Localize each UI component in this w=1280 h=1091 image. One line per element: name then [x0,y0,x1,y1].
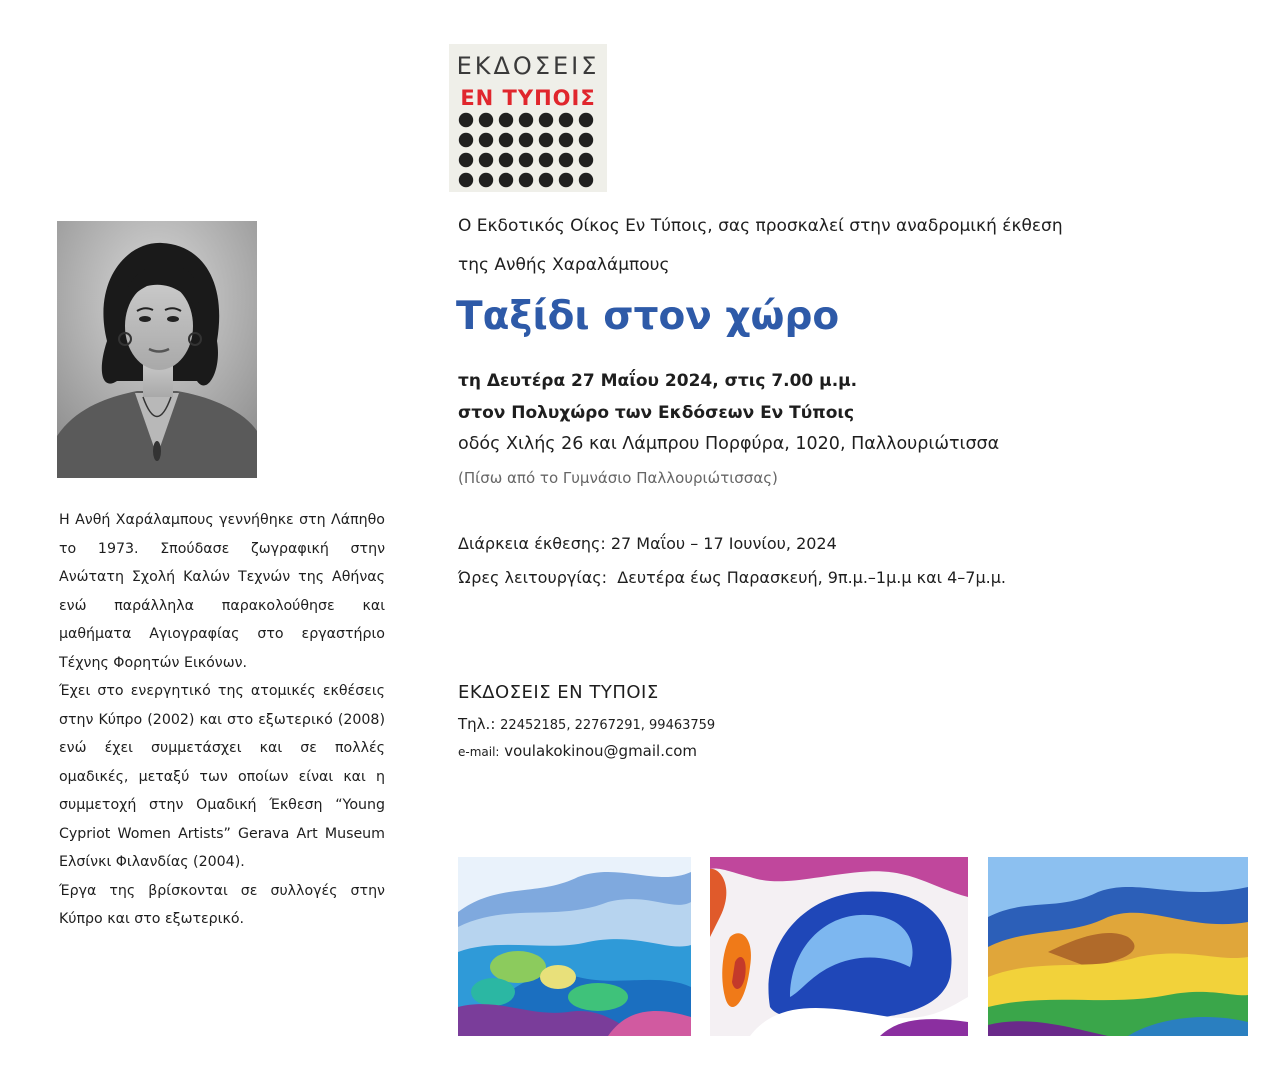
dot-icon [539,153,553,167]
invitation-artist: της Ανθής Χαραλάμπους [458,255,670,275]
publisher-logo [449,44,607,192]
address-note: (Πίσω από το Γυμνάσιο Παλλουριώτισσας) [458,469,778,487]
dot-icon [519,153,533,167]
dot-icon [459,113,473,127]
dot-icon [539,113,553,127]
dot-icon [519,113,533,127]
hours-label: Ώρες λειτουργίας: [458,568,608,587]
dot-icon [559,173,573,187]
bio-paragraph: Έχει στο ενεργητικό της ατομικές εκθέσεις στην Κύπρο (2002) και στο εξωτερικό (2008) ενώ έχει συμμετάσχει και σε πολλές ομαδικές, μεταξύ των οποίων είναι και η συμμετοχή στην Ομαδική Έκθεση “Young Cypriot Women Artists” Gerava Art Museum Ελσίνκι Φιλανδίας (2004). [59,683,385,870]
phone-info [458,715,715,733]
publisher-name: ΕΚΔΟΣΕΙΣ ΕΝ ΤΥΠΟΙΣ [458,682,659,703]
dot-icon [499,153,513,167]
painting-abstract-wave [710,857,968,1036]
opening-hours [458,568,1006,587]
dot-icon [499,133,513,147]
dot-icon [479,173,493,187]
phone-numbers: 22452185, 22767291, 99463759 [500,718,716,733]
dot-icon [579,153,593,167]
dot-icon [459,153,473,167]
artist-portrait [57,221,257,478]
venue: στον Πολυχώρο των Εκδόσεων Εν Τύποις [458,403,855,423]
email-label: e-mail: [458,745,500,759]
dot-icon [579,113,593,127]
opening-date: τη Δευτέρα 27 Μαΐου 2024, στις 7.00 μ.μ. [458,371,858,391]
email-info [458,742,697,760]
dot-icon [459,133,473,147]
artist-bio [59,506,385,934]
dot-icon [519,133,533,147]
dot-icon [579,133,593,147]
dot-icon [539,173,553,187]
dot-icon [559,113,573,127]
dot-icon [499,113,513,127]
exhibition-duration: Διάρκεια έκθεσης: 27 Μαΐου – 17 Ιουνίου, 2024 [458,534,837,553]
dot-icon [479,113,493,127]
dot-icon [519,173,533,187]
hours-value: Δευτέρα έως Παρασκευή, 9π.μ.–1μ.μ και 4–7μ.μ. [617,568,1007,587]
dot-icon [479,133,493,147]
bio-paragraph: Έργα της βρίσκονται σε συλλογές στην Κύπρο και στο εξωτερικό. [59,882,385,927]
bio-paragraph: Η Ανθή Χαράλαμπους γεννήθηκε στη Λάπηθο το 1973. Σπούδασε ζωγραφική στην Ανώτατη Σχολή Καλών Τεχνών της Αθήνας ενώ παράλληλα παρακολούθησε και μαθήματα Αγιογραφίας στο εργαστήριο Τέχνης Φορητών Εικόνων. [59,512,385,671]
dot-icon [499,173,513,187]
invitation-intro: Ο Εκδοτικός Οίκος Εν Τύποις, σας προσκαλεί στην αναδρομική έκθεση [458,216,1063,236]
dot-icon [539,133,553,147]
dot-icon [559,153,573,167]
dot-icon [579,173,593,187]
dot-icon [459,173,473,187]
exhibition-title: Ταξίδι στον χώρο [456,294,840,339]
address: οδός Χιλής 26 και Λάμπρου Πορφύρα, 1020, Παλλουριώτισσα [458,434,1000,454]
email-address[interactable]: voulakokinou@gmail.com [504,742,698,760]
painting-landscape-mountains [988,857,1248,1036]
painting-landscape-hills [458,857,691,1036]
dot-icon [559,133,573,147]
logo-line1: ΕΚΔΟΣΕΙΣ [456,52,600,80]
phone-label: Τηλ.: [458,715,496,733]
dot-icon [479,153,493,167]
logo-line2: ΕΝ ΤΥΠΟΙΣ [460,86,596,110]
